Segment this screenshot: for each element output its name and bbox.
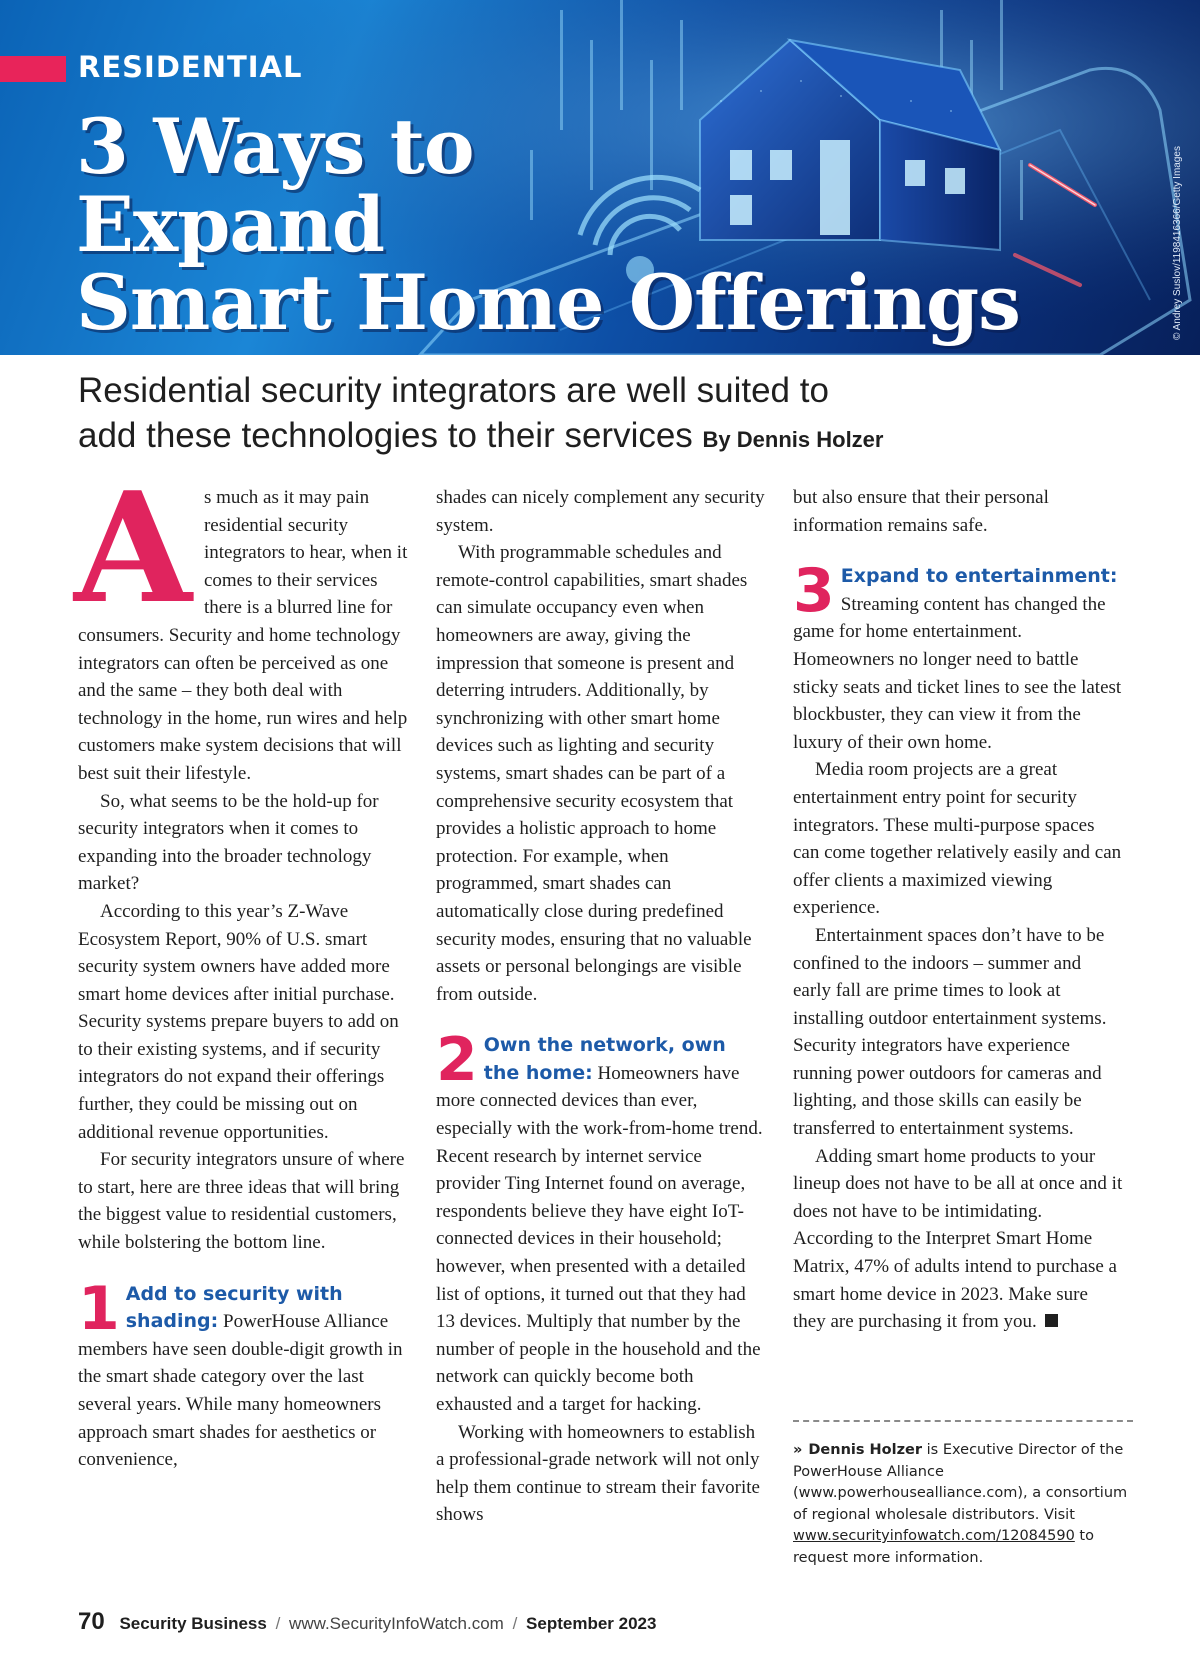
deck-line-1: Residential security integrators are well suited to bbox=[78, 371, 829, 410]
section-number: 1 bbox=[78, 1273, 120, 1344]
closing-paragraph: Adding smart home products to your lineup does not have to be all at once and it does not have to be intimidating. According to the Interpret Smart Home Matrix, 47% of adults intend to purchase a smart home device in 2023. Make sure they are purchasing it from you. bbox=[793, 1145, 1123, 1333]
section-number: 2 bbox=[436, 1025, 478, 1096]
body-paragraph: Homeowners have more connected devices than ever, especially with the work-from-home trend. Recent research by internet service provider Ting Internet found on average, respondents believe they have eight IoT-connected devices in their household; however, when presented with a detailed list of options, it turned out that they had 13 devices. Multiply that number by the number of people in the household and the network can quickly become both exhausted and a target for hacking. bbox=[436, 1062, 763, 1415]
body-paragraph: With programmable schedules and remote-control capabilities, smart shades can simulate occupancy even when homeowners are away, giving the impression that someone is present and deterring intruders. Additionally, by synchronizing with other smart home devices such as lighting and security systems, smart shades can be part of a comprehensive security ecosystem that provides a holistic approach to home protection. For example, when programmed, smart shades can automatically close during predefined security modes, ensuring that no valuable assets or personal belongings are visible from outside. bbox=[436, 542, 752, 1005]
page-footer bbox=[78, 1608, 656, 1636]
footer-separator: / bbox=[512, 1614, 518, 1633]
body-paragraph: PowerHouse Alliance members have seen double-digit growth in the smart shade category over the last several years. While many homeowners approach smart shades for aesthetics or convenience, bbox=[78, 1311, 403, 1471]
byline: By Dennis Holzer bbox=[702, 427, 884, 452]
article-column-2 bbox=[436, 484, 766, 1529]
section-heading: Expand to entertainment: bbox=[840, 565, 1118, 588]
publication-name: Security Business bbox=[119, 1614, 267, 1633]
section-2 bbox=[436, 1025, 766, 1418]
body-paragraph bbox=[793, 1143, 1123, 1336]
body-paragraph: For security integrators unsure of where to start, here are three ideas that will bring the biggest value to residential customers, while bolstering the bottom line. bbox=[78, 1149, 405, 1254]
hero-banner bbox=[0, 0, 1200, 355]
section-heading: Add to security with shading: bbox=[125, 1282, 343, 1333]
headline bbox=[76, 102, 1176, 347]
deck-line-2: add these technologies to their services bbox=[78, 416, 693, 455]
bio-text: to request more information. bbox=[793, 1528, 1094, 1566]
bio-text: is Executive Director of the PowerHouse Alliance (www.powerhousealliance.com), a consortium of regional wholesale distributors. Visit bbox=[793, 1442, 1128, 1523]
website-link[interactable]: www.SecurityInfoWatch.com bbox=[289, 1614, 504, 1633]
body-paragraph: but also ensure that their personal information remains safe. bbox=[793, 487, 1049, 536]
body-paragraph: s much as it may pain residential security integrators to hear, when it comes to their services there is a blurred line for consumers. Security and home technology integrators can often be perceived as one and the same – they both deal with technology in the home, run wires and help customers make system decisions that will best suit their lifestyle. bbox=[78, 487, 408, 784]
body-paragraph: Working with homeowners to establish a professional-grade network will not only help them continue to stream their favorite shows bbox=[436, 1421, 760, 1526]
body-paragraph: Entertainment spaces don’t have to be confined to the indoors – summer and early fall are prime times to look at installing outdoor entertainment systems. Security integrators have experience running power outdoors for cameras and lighting, and those skills can easily be transferred to entertainment systems. bbox=[793, 924, 1107, 1140]
body-paragraph: Streaming content has changed the game for home entertainment. Homeowners no longer need to battle sticky seats and ticket lines to see the latest blockbuster, they can view it from the luxury of their own home. bbox=[793, 593, 1122, 753]
author-bio bbox=[793, 1440, 1133, 1569]
article-column-1 bbox=[74, 458, 408, 1474]
section-1 bbox=[78, 1273, 408, 1474]
headline-line: 3 Ways to bbox=[76, 102, 474, 191]
chevron-icon: » bbox=[793, 1442, 803, 1458]
info-link[interactable]: www.securityinfowatch.com/12084590 bbox=[793, 1528, 1075, 1544]
page-number: 70 bbox=[78, 1608, 105, 1635]
body-paragraph: shades can nicely complement any security system. bbox=[436, 487, 765, 536]
footer-separator: / bbox=[275, 1614, 281, 1633]
body-paragraph: According to this year’s Z-Wave Ecosystem Report, 90% of U.S. smart security system owners have added more smart home devices after initial purchase. Security systems prepare buyers to add on to their existing systems, and if security integrators do not expand their offerings further, they could be missing out on additional revenue opportunities. bbox=[78, 900, 399, 1143]
section-number: 3 bbox=[793, 556, 835, 627]
body-paragraph: Media room projects are a great entertainment entry point for security integrators. These multi-purpose spaces can come together relatively easily and can offer clients a maximized viewing experience. bbox=[793, 759, 1122, 919]
section-accent-bar bbox=[0, 56, 66, 82]
headline-line: Expand bbox=[76, 180, 385, 269]
section-heading: Own the network, own the home: bbox=[483, 1034, 726, 1084]
bio-divider bbox=[793, 1420, 1133, 1422]
author-name: Dennis Holzer bbox=[808, 1442, 923, 1458]
deck bbox=[78, 368, 1158, 462]
body-paragraph: So, what seems to be the hold-up for security integrators when it comes to expanding into the broader technology market? bbox=[78, 790, 379, 895]
article-column-3 bbox=[793, 484, 1123, 1336]
issue-date: September 2023 bbox=[526, 1614, 657, 1633]
section-label: RESIDENTIAL bbox=[78, 50, 303, 84]
end-mark-icon bbox=[1045, 1314, 1058, 1327]
headline-line: Smart Home Offerings bbox=[76, 258, 1020, 347]
section-3 bbox=[793, 556, 1123, 756]
drop-cap: A bbox=[74, 458, 192, 637]
photo-credit: © Andrey Suslov/1198416366/Getty Images bbox=[1172, 146, 1183, 340]
